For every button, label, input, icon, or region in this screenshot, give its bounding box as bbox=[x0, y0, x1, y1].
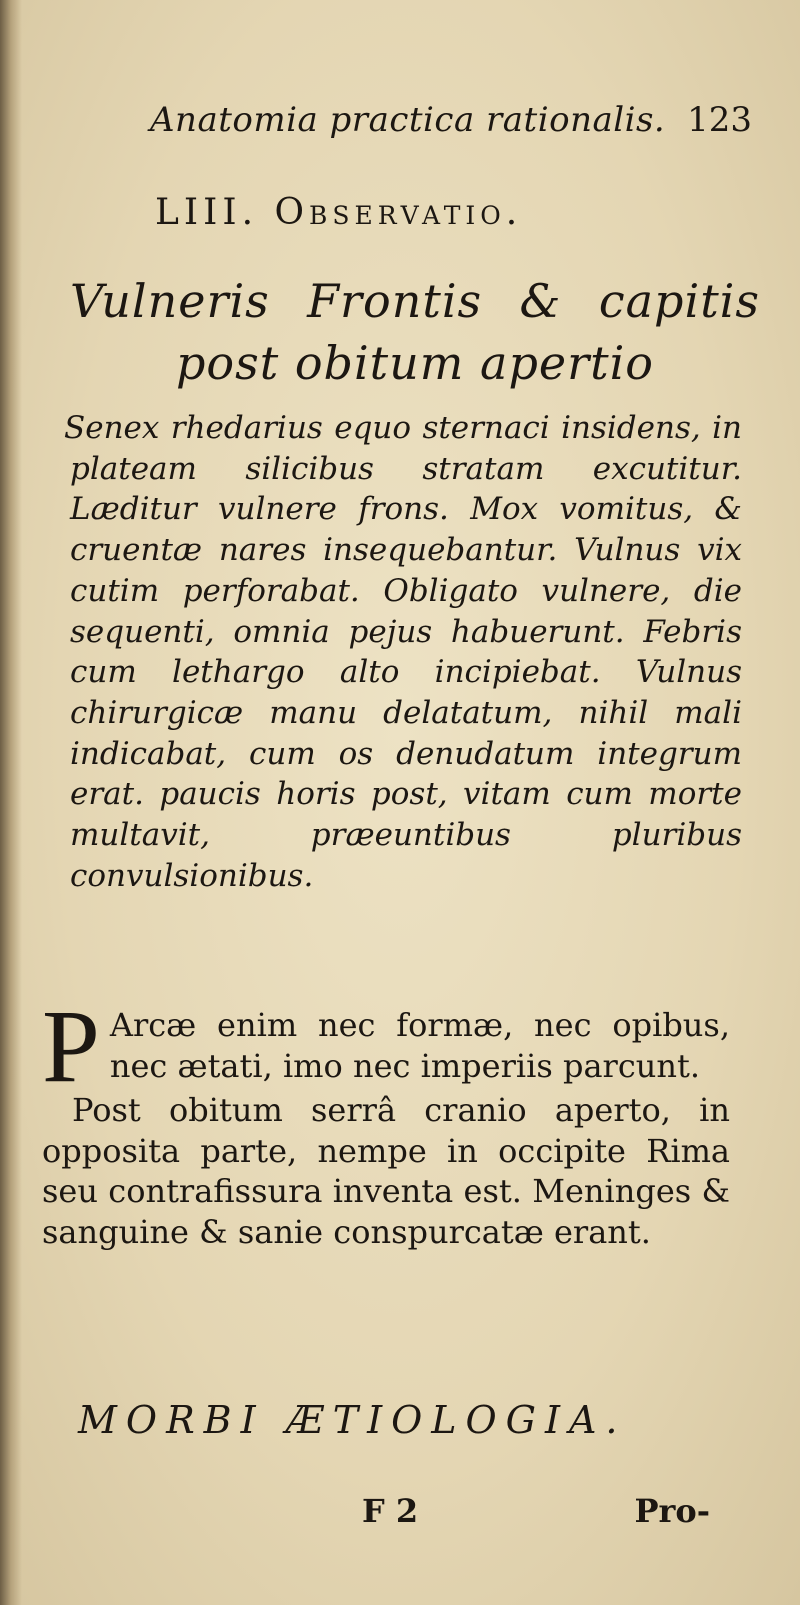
heading-line-2: post obitum apertio bbox=[175, 336, 655, 390]
paragraph-1 bbox=[42, 989, 730, 1104]
heading-line-1: Vulneris Frontis & capitis bbox=[70, 274, 760, 328]
signature-mark: F 2 bbox=[362, 1492, 419, 1530]
running-head: Anatomia practica rationalis. bbox=[150, 100, 666, 140]
paragraph-1-text: Arcæ enim nec formæ, nec opibus, nec ætati, imo nec imperiis parcunt. bbox=[109, 1006, 730, 1085]
drop-cap: P bbox=[42, 989, 100, 1104]
body-text bbox=[42, 989, 730, 1253]
observation-heading bbox=[70, 270, 760, 394]
paragraph-2: Post obitum serrâ cranio aperto, in opposita parte, nempe in occipite Rima seu contrafissura inventa est. Meninges & sanguine & sanie conspurcatæ erant. bbox=[42, 1091, 730, 1251]
page-gutter bbox=[0, 0, 22, 1605]
case-summary: Senex rhedarius equo sternaci insidens, in plateam silicibus stratam excutitur. Læditur vulnere frons. Mox vomitus, & cruentæ nares insequebantur. Vulnus vix cutim perforabat. Obligato vulnere, die sequenti, omnia pejus habuerunt. Febris cum lethargo alto incipiebat. Vulnus chirurgicæ manu delatatum, nihil mali indicabat, cum os denudatum integrum erat. paucis horis post, vitam cum morte multavit, præeuntibus pluribus convulsionibus. bbox=[64, 410, 742, 894]
catchword: Pro- bbox=[634, 1492, 710, 1530]
section-title: MORBI ÆTIOLOGIA. bbox=[78, 1398, 627, 1442]
page-number: 123 bbox=[687, 100, 752, 140]
observation-title: LIII. Observatio. bbox=[155, 192, 523, 233]
